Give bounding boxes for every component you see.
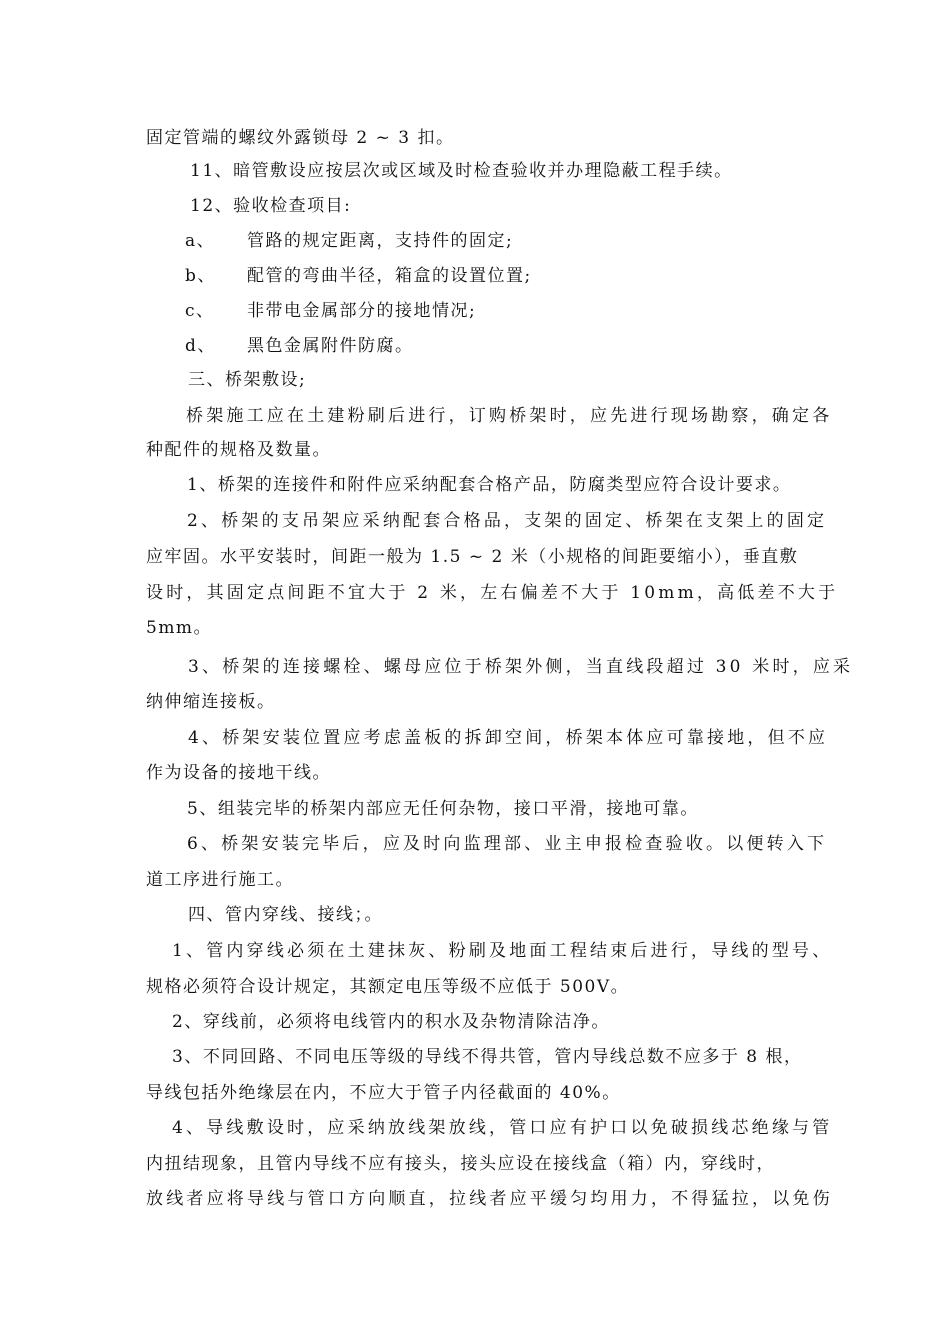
list-item [185, 336, 414, 356]
list-item-label: a、 [185, 231, 216, 251]
list-item-label: c、 [185, 301, 215, 321]
text-line: 作为设备的接地干线。 [146, 763, 331, 783]
list-item-label: b、 [185, 266, 216, 286]
text-line: 6、桥架安装完毕后，应及时向监理部、业主申报检查验收。以便转入下 [187, 834, 828, 854]
text-line: 道工序进行施工。 [146, 870, 294, 890]
text-line: 固定管端的螺纹外露锁母 2 ~ 3 扣。 [146, 128, 455, 148]
list-item-label: d、 [185, 336, 216, 356]
text-line: 11、暗管敷设应按层次或区域及时检查验收并办理隐蔽工程手续。 [190, 161, 733, 181]
list-item-text: 黑色金属附件防腐。 [247, 336, 414, 356]
text-line: 导线包括外绝缘层在内，不应大于管子内径截面的 40%。 [146, 1083, 621, 1103]
text-line: 5、组装完毕的桥架内部应无任何杂物，接口平滑，接地可靠。 [187, 799, 699, 819]
text-line: 5mm。 [146, 618, 213, 638]
list-item-text: 配管的弯曲半径，箱盒的设置位置; [247, 266, 532, 286]
list-item [185, 266, 532, 286]
text-line: 4、导线敷设时，应采纳放线架放线，管口应有护口以免破损线芯绝缘与管 [172, 1118, 833, 1138]
text-line: 4、桥架安装位置应考虑盖板的拆卸空间，桥架本体应可靠接地，但不应 [188, 728, 829, 748]
section-heading: 四、管内穿线、接线；。 [188, 905, 383, 925]
text-line: 桥架施工应在土建粉刷后进行，订购桥架时，应先进行现场勘察，确定各 [186, 406, 833, 426]
text-line: 放线者应将导线与管口方向顺直，拉线者应平缓匀均用力，不得猛拉，以免伤 [146, 1189, 833, 1209]
text-line: 应牢固。水平安装时，间距一般为 1.5 ~ 2 米（小规格的间距要缩小），垂直敷 [146, 547, 799, 567]
text-line: 规格必须符合设计规定，其额定电压等级不应低于 500V。 [146, 977, 630, 997]
text-line: 2、桥架的支吊架应采纳配套合格品，支架的固定、桥架在支架上的固定 [187, 511, 828, 531]
list-item-text: 非带电金属部分的接地情况; [247, 301, 477, 321]
text-line: 设时，其固定点间距不宜大于 2 米，左右偏差不大于 10mm，高低差不大于 [146, 583, 839, 603]
text-line: 2、穿线前，必须将电线管内的积水及杂物清除洁净。 [172, 1012, 610, 1032]
text-line: 纳伸缩连接板。 [146, 692, 276, 712]
text-line: 3、桥架的连接螺栓、螺母应位于桥架外侧，当直线段超过 30 米时，应采 [188, 657, 854, 677]
text-line: 内扭结现象，且管内导线不应有接头，接头应设在接线盒（箱）内，穿线时， [146, 1154, 775, 1174]
list-item-text: 管路的规定距离，支持件的固定; [247, 231, 514, 251]
section-heading: 三、桥架敷设; [188, 370, 307, 390]
text-line: 3、不同回路、不同电压等级的导线不得共管，管内导线总数不应多于 8 根， [172, 1047, 803, 1067]
text-line: 1、桥架的连接件和附件应采纳配套合格产品，防腐类型应符合设计要求。 [187, 475, 792, 495]
text-line: 12、验收检查项目: [190, 196, 352, 216]
list-item [185, 301, 476, 321]
text-line: 1、管内穿线必须在土建抹灰、粉刷及地面工程结束后进行，导线的型号、 [172, 941, 833, 961]
text-line: 种配件的规格及数量。 [146, 440, 331, 460]
list-item [185, 231, 513, 251]
